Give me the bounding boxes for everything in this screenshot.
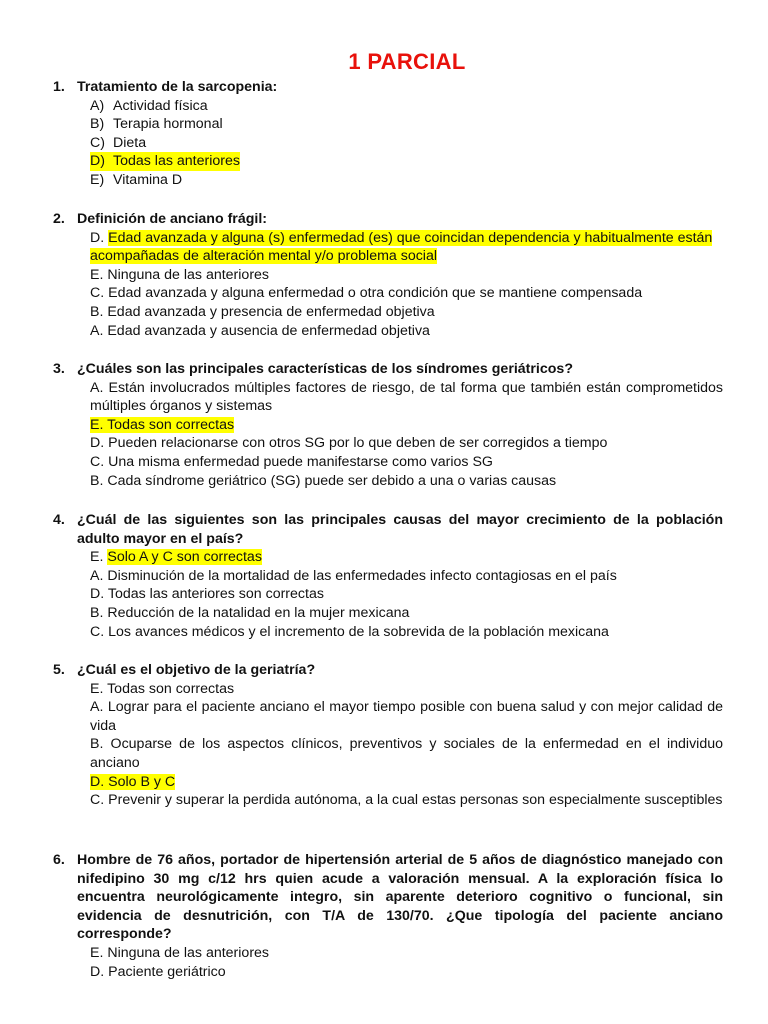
option-c: C. Prevenir y superar la perdida autónoma, a la cual estas personas son especialmente susceptibles: [90, 792, 723, 809]
option-b: B. Ocuparse de los aspectos clínicos, preventivos y sociales de la enfermedad en el individuo anciano: [90, 736, 723, 771]
option-b: B. Cada síndrome geriátrico (SG) puede ser debido a una o varias causas: [90, 472, 557, 489]
option-c: C. Los avances médicos y el incremento de la sobrevida de la población mexicana: [90, 623, 609, 640]
option-b: B) Terapia hormonal: [90, 116, 223, 133]
question-text: Tratamiento de la sarcopenia:: [77, 79, 278, 95]
option-c: C. Una misma enfermedad puede manifestarse como varios SG: [90, 453, 493, 470]
question-5: [53, 661, 723, 810]
option-a: A) Actividad física: [90, 97, 208, 114]
option-d-highlighted: D) Todas las anteriores: [90, 153, 240, 170]
question-number: 2.: [53, 211, 65, 227]
option-e-highlighted: E. Solo A y C son correctas: [90, 549, 262, 566]
option-c: C) Dieta: [90, 134, 147, 151]
option-d: D. Pueden relacionarse con otros SG por lo que deben de ser corregidos a tiempo: [90, 435, 608, 452]
question-text: Definición de anciano frágil:: [77, 211, 267, 227]
option-d-highlighted: D. Solo B y C: [90, 773, 176, 790]
option-e: E. Todas son correctas: [90, 680, 235, 697]
question-number: 1.: [53, 79, 65, 95]
option-e: E. Ninguna de las anteriores: [90, 266, 270, 283]
option-e: E. Ninguna de las anteriores: [90, 944, 270, 961]
option-e-highlighted: E. Todas son correctas: [90, 416, 235, 433]
question-number: 4.: [53, 512, 65, 528]
question-text: ¿Cuál de las siguientes son las principales causas del mayor crecimiento de la población adulto mayor en el país?: [77, 512, 723, 547]
question-number: 5.: [53, 662, 65, 678]
option-a: A. Disminución de la mortalidad de las enfermedades infecto contagiosas en el país: [90, 567, 617, 584]
question-1: [53, 78, 723, 190]
option-b: B. Reducción de la natalidad en la mujer mexicana: [90, 604, 410, 621]
question-number: 6.: [53, 852, 65, 868]
question-4: [53, 511, 723, 641]
option-e: E) Vitamina D: [90, 171, 183, 188]
question-text: Hombre de 76 años, portador de hipertensión arterial de 5 años de diagnóstico manejado con nifedipino 30 mg c/12 hrs quien acude a valoración mensual. A la exploración física lo encuentra neurológicamente integro, sin aparente deterioro cognitivo o funcional, sin evidencia de desnutrición, con T/A de 130/70. ¿Que tipología del paciente anciano corresponde?: [77, 852, 723, 943]
question-6: [53, 851, 723, 981]
option-b: B. Edad avanzada y presencia de enfermedad objetiva: [90, 303, 435, 320]
question-2: [53, 210, 723, 340]
option-c: C. Edad avanzada y alguna enfermedad o otra condición que se mantiene compensada: [90, 285, 643, 302]
option-d: D. Paciente geriátrico: [90, 963, 226, 980]
question-text: ¿Cuáles son las principales características de los síndromes geriátricos?: [77, 361, 573, 377]
option-a: A. Edad avanzada y ausencia de enfermedad objetiva: [90, 322, 430, 339]
page-title: 1 PARCIAL: [348, 49, 466, 74]
question-3: [53, 360, 723, 490]
option-a: A. Lograr para el paciente anciano el mayor tiempo posible con buena salud y con mejor calidad de vida: [90, 699, 723, 734]
option-d-highlighted: D. Edad avanzada y alguna (s) enfermedad (es) que coincidan dependencia y habitualmente están acompañadas de alteración mental y/o problema social: [90, 229, 713, 265]
question-number: 3.: [53, 361, 65, 377]
option-a: A. Están involucrados múltiples factores de riesgo, de tal forma que también están comprometidos múltiples órganos y sistemas: [90, 379, 723, 415]
question-text: ¿Cuál es el objetivo de la geriatría?: [77, 662, 316, 678]
option-d: D. Todas las anteriores son correctas: [90, 586, 324, 603]
